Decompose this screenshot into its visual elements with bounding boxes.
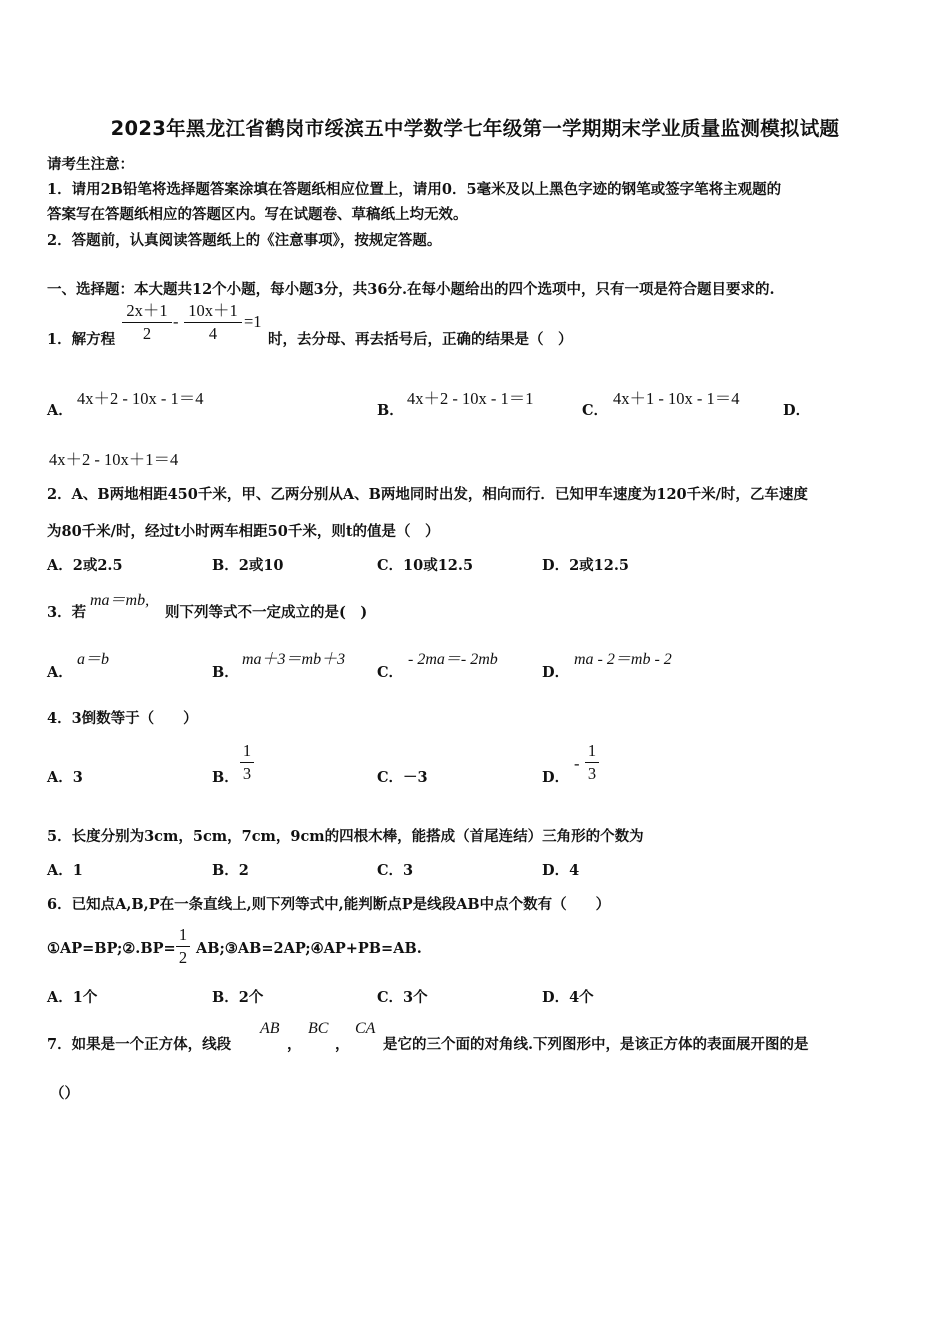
q7-segment-bc: BC xyxy=(308,1020,329,1037)
page-title: 2023年黑龙江省鹤岗市绥滨五中学数学七年级第一学期期末学业质量监测模拟试题 xyxy=(110,117,840,140)
q6-conditions-prefix: ①AP=BP;②.BP= xyxy=(47,940,176,957)
q1-equals: =1 xyxy=(244,312,262,331)
q1-option-a-label: A． xyxy=(47,402,73,419)
q5-stem: 5．长度分别为3cm，5cm，7cm，9cm的四根木棒，能搭成（首尾连结）三角形的个数为 xyxy=(47,828,644,845)
q1-minus: - xyxy=(173,312,179,331)
q6-option-a: A．1个 xyxy=(47,989,98,1006)
q5-option-b: B．2 xyxy=(212,862,249,879)
fraction-bar xyxy=(585,762,599,763)
q4-d-num: 1 xyxy=(587,741,597,760)
q4-option-b-label: B． xyxy=(212,769,239,786)
q1-frac2-den: 4 xyxy=(208,324,218,343)
notice-line-1b: 答案写在答题纸相应的答题区内。写在试题卷、草稿纸上均无效。 xyxy=(47,206,468,223)
q4-stem: 4．3倒数等于（ ） xyxy=(47,710,198,727)
q6-option-c: C．3个 xyxy=(377,989,428,1006)
q2-option-c: C．10或12.5 xyxy=(377,557,474,574)
q6-conditions-suffix: AB;③AB=2AP;④AP+PB=AB. xyxy=(196,940,422,957)
q4-option-c: C．－3 xyxy=(377,769,428,786)
q1-frac1-den: 2 xyxy=(142,324,152,343)
q1-option-b: 4x＋2 - 10x - 1＝1 xyxy=(407,389,534,408)
q7-segment-ca: CA xyxy=(355,1020,376,1037)
q3-condition: ma＝mb, xyxy=(90,592,150,609)
q7-answer-paren: （） xyxy=(50,1085,79,1102)
q4-option-b-fraction xyxy=(240,741,254,784)
q4-option-d-sign: - xyxy=(574,754,580,773)
notice-line-1a: 1．请用2B铅笔将选择题答案涂填在答题纸相应位置上，请用0．5毫米及以上黑色字迹的钢笔或签字笔将主观题的 xyxy=(47,181,782,198)
q7-segment-ab: AB xyxy=(260,1020,280,1037)
q1-option-c-label: C． xyxy=(582,402,609,419)
q6-option-d: D．4个 xyxy=(542,989,594,1006)
q4-d-den: 3 xyxy=(587,764,597,783)
q1-option-c: 4x＋1 - 10x - 1＝4 xyxy=(613,389,740,408)
notice-heading: 请考生注意： xyxy=(47,156,134,173)
q2-option-d: D．2或12.5 xyxy=(542,557,629,574)
q1-option-d-label: D． xyxy=(783,402,811,419)
q7-suffix: 是它的三个面的对角线.下列图形中，是该正方体的表面展开图的是 xyxy=(383,1036,809,1053)
fraction-bar xyxy=(122,322,172,323)
q7-prefix: 7．如果是一个正方体，线段 xyxy=(47,1036,232,1053)
q3-prefix: 3．若 xyxy=(47,604,87,621)
q3-option-d-label: D． xyxy=(542,664,570,681)
q1-option-d: 4x＋2 - 10x＋1＝4 xyxy=(49,450,179,469)
q6-fraction xyxy=(176,925,190,968)
q3-option-c-label: C． xyxy=(377,664,404,681)
q1-prefix: 1．解方程 xyxy=(47,331,116,348)
q4-b-num: 1 xyxy=(242,741,252,760)
fraction-bar xyxy=(176,946,190,947)
fraction-bar xyxy=(240,762,254,763)
q1-fraction-2 xyxy=(184,301,242,344)
q3-option-d: ma - 2＝mb - 2 xyxy=(574,651,672,668)
q3-option-a-label: A． xyxy=(47,664,73,681)
q4-option-a: A．3 xyxy=(47,769,83,786)
q3-option-b: ma＋3＝mb＋3 xyxy=(242,651,346,668)
q2-line-2: 为80千米/时，经过t小时两车相距50千米，则t的值是（ ） xyxy=(47,523,440,540)
q3-option-b-label: B． xyxy=(212,664,239,681)
q6-stem: 6．已知点A,B,P在一条直线上,则下列等式中,能判断点P是线段AB中点个数有（ ） xyxy=(47,896,611,913)
q7-comma-2: ， xyxy=(335,1036,350,1053)
q6-frac-num: 1 xyxy=(178,925,188,944)
q4-option-d-fraction xyxy=(585,741,599,784)
q7-comma-1: ， xyxy=(287,1036,302,1053)
q1-option-b-label: B． xyxy=(377,402,404,419)
q1-frac1-num: 2x＋1 xyxy=(126,301,168,320)
notice-line-2: 2．答题前，认真阅读答题纸上的《注意事项》，按规定答题。 xyxy=(47,232,442,249)
q3-option-c: - 2ma＝- 2mb xyxy=(408,651,498,668)
q6-frac-den: 2 xyxy=(178,948,188,967)
q1-suffix: 时，去分母、再去括号后，正确的结果是（ ） xyxy=(268,331,573,348)
q1-fraction-1 xyxy=(122,301,172,344)
q2-line-1: 2．A、B两地相距450千米，甲、乙两分别从A、B两地同时出发，相向而行．已知甲车速度为120千米/时，乙车速度 xyxy=(47,486,808,503)
fraction-bar xyxy=(184,322,242,323)
q5-option-c: C．3 xyxy=(377,862,414,879)
q3-option-a: a＝b xyxy=(77,651,110,668)
q5-option-a: A．1 xyxy=(47,862,83,879)
q1-frac2-num: 10x＋1 xyxy=(188,301,238,320)
q6-option-b: B．2个 xyxy=(212,989,264,1006)
q4-option-d-label: D． xyxy=(542,769,570,786)
q4-b-den: 3 xyxy=(242,764,252,783)
q2-option-b: B．2或10 xyxy=(212,557,284,574)
q2-option-a: A．2或2.5 xyxy=(47,557,123,574)
q5-option-d: D．4 xyxy=(542,862,580,879)
section-heading: 一、选择题：本大题共12个小题，每小题3分，共36分.在每小题给出的四个选项中，只有一项是符合题目要求的. xyxy=(47,281,775,298)
q1-option-a: 4x＋2 - 10x - 1＝4 xyxy=(77,389,204,408)
q3-suffix: 则下列等式不一定成立的是( ) xyxy=(165,604,368,621)
